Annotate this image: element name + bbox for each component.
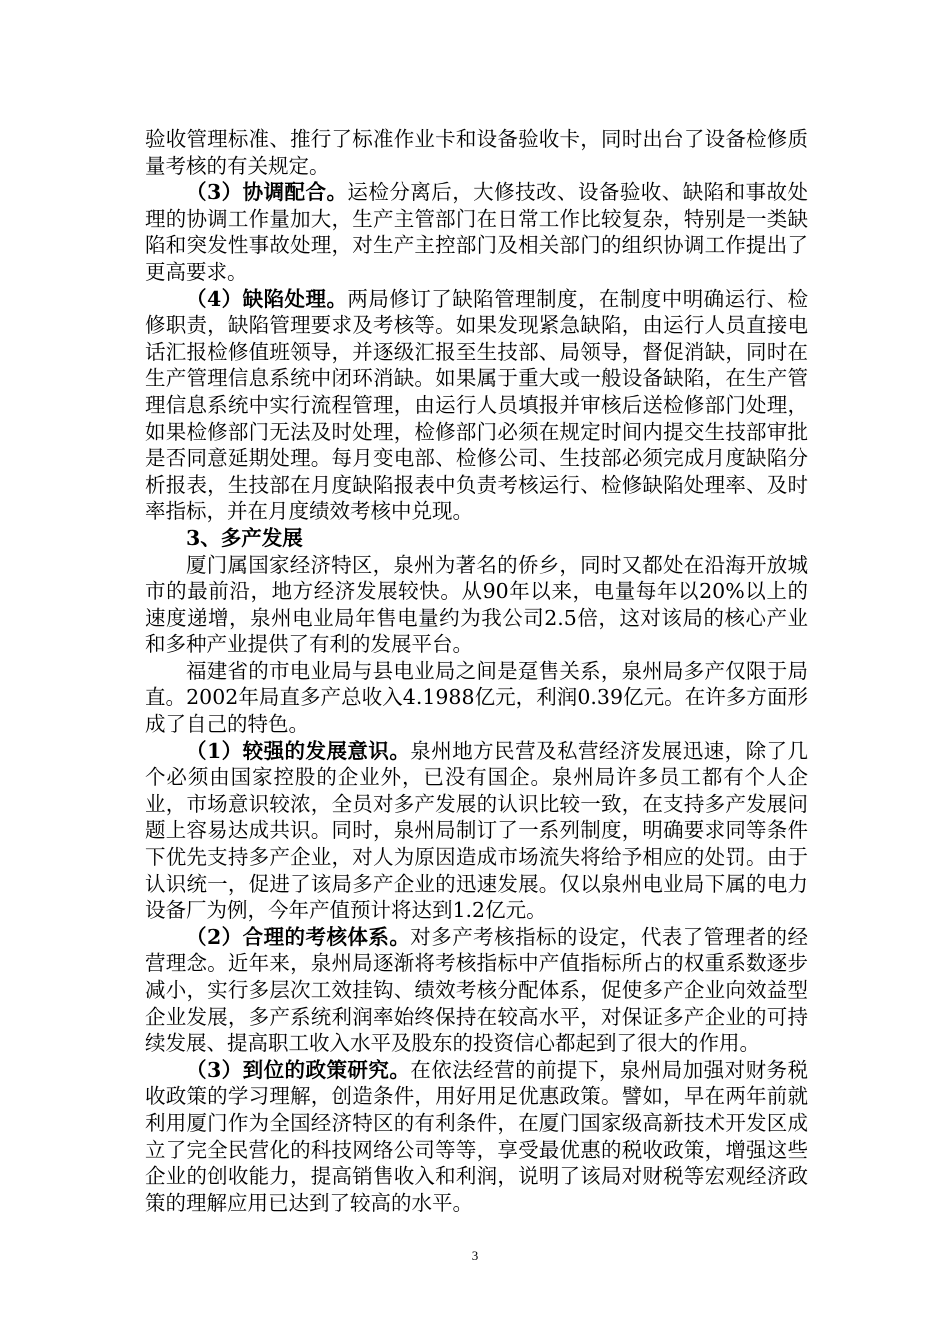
paragraph-text: 两局修订了缺陷管理制度，在制度中明确运行、检修职责，缺陷管理要求及考核等。如果发现紧急缺陷，由运行人员直接电话汇报检修值班领导，并逐级汇报至生技部、局领导，督促消缺，同时在生产管理信息系统中闭环消缺。如果属于重大或一般设备缺陷，在生产管理信息系统中实行流程管理，由运行人员填报并审核后送检修部门处理，如果检修部门无法及时处理，检修部门必须在规定时间内提交生技部审批是否同意延期处理。每月变电部、检修公司、生技部必须完成月度缺陷分析报表，生技部在月度缺陷报表中负责考核运行、检修缺陷处理率、及时率指标，并在月度绩效考核中兑现。 xyxy=(145,286,809,524)
paragraph-text: 在依法经营的前提下，泉州局加强对财务税收政策的学习理解，创造条件，用好用足优惠政策。譬如，早在两年前就利用厦门作为全国经济特区的有利条件，在厦门国家级高新技术开发区成立了完全民营化的科技网络公司等等，享受最优惠的税收政策，增强这些企业的创收能力，提高销售收入和利润，说明了该局对财税等宏观经济政策的理解应用已达到了较高的水平。 xyxy=(145,1057,809,1215)
paragraph-text: 验收管理标准、推行了标准作业卡和设备验收卡，同时出台了设备检修质量考核的有关规定。 xyxy=(145,127,808,178)
paragraph-defect-handling xyxy=(145,286,808,525)
paragraph-heading: （2）合理的考核体系。 xyxy=(186,924,411,949)
paragraph-text: 运检分离后，大修技改、设备验收、缺陷和事故处理的协调工作量加大，生产主管部门在日常工作比较复杂，特别是一类缺陷和突发性事故处理，对生产主控部门及相关部门的组织协调工作提出了更高要求。 xyxy=(145,180,809,284)
paragraph-heading: （1）较强的发展意识。 xyxy=(186,738,411,763)
paragraph-policy-research xyxy=(145,1057,808,1217)
section-heading-diversified-development xyxy=(145,525,808,552)
paragraph-text: 厦门属国家经济特区，泉州为著名的侨乡，同时又都处在沿海开放城市的最前沿，地方经济发展较快。从90年以来，电量每年以20%以上的速度递增，泉州电业局年售电量约为我公司2.5倍，这对该局的核心产业和多种产业提供了有利的发展平台。 xyxy=(145,552,808,657)
paragraph-development-awareness xyxy=(145,738,808,924)
page-number: 3 xyxy=(471,1248,479,1263)
paragraph-heading: （3）协调配合。 xyxy=(186,180,348,205)
section-heading-text: 3、多产发展 xyxy=(186,525,303,550)
paragraph-heading: （3）到位的政策研究。 xyxy=(186,1057,411,1082)
paragraph-heading: （4）缺陷处理。 xyxy=(186,286,348,311)
paragraph-text: 福建省的市电业局与县电业局之间是趸售关系，泉州局多产仅限于局直。2002年局直多产总收入4.1988亿元，利润0.39亿元。在许多方面形成了自己的特色。 xyxy=(145,658,808,737)
paragraph-text: 泉州地方民营及私营经济发展迅速，除了几个必须由国家控股的企业外，已没有国企。泉州局许多员工都有个人企业，市场意识较浓，全员对多产发展的认识比较一致，在支持多产发展问题上容易达成共识。同时，泉州局制订了一系列制度，明确要求同等条件下优先支持多产企业，对人为原因造成市场流失将给予相应的处罚。由于认识统一，促进了该局多产企业的迅速发展。仅以泉州电业局下属的电力设备厂为例，今年产值预计将达到1.2亿元。 xyxy=(145,738,809,923)
paragraph-coordination xyxy=(145,179,808,285)
paragraph-assessment-system xyxy=(145,924,808,1057)
document-body xyxy=(145,126,808,1216)
paragraph-revenue-overview xyxy=(145,658,808,738)
paragraph-acceptance-standards xyxy=(145,126,808,179)
paragraph-text: 对多产考核指标的设定，代表了管理者的经营理念。近年来，泉州局逐渐将考核指标中产值指标所占的权重系数逐步减小，实行多层次工效挂钩、绩效考核分配体系，促使多产企业向效益型企业发展，多产系统利润率始终保持在较高水平，对保证多产企业的可持续发展、提高职工收入水平及股东的投资信心都起到了很大的作用。 xyxy=(145,924,809,1056)
paragraph-regional-economy xyxy=(145,552,808,658)
